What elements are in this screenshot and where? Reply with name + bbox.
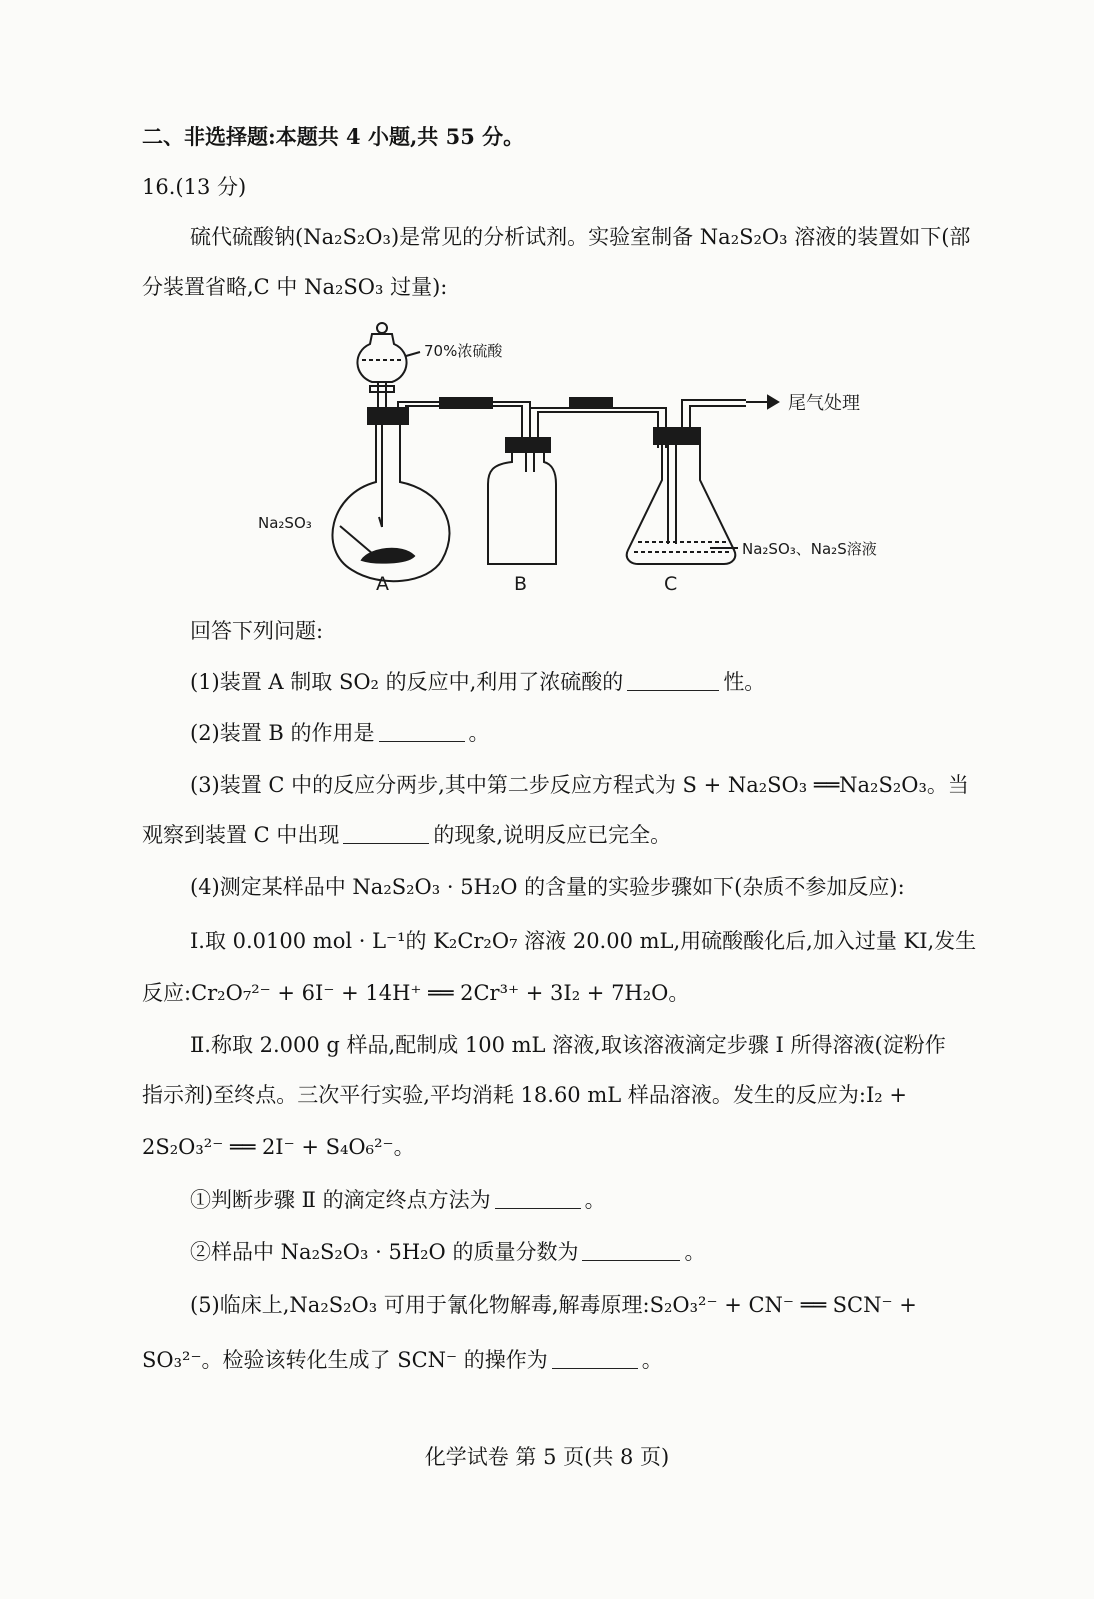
funnel-stopcock <box>370 386 394 392</box>
answer-blank-2[interactable] <box>379 719 465 742</box>
q3-text: 观察到装置 C 中出现 <box>142 823 340 847</box>
q2-suffix: 。 <box>468 721 490 745</box>
label-b: B <box>514 573 528 595</box>
funnel-body <box>357 334 406 382</box>
answer-blank-4-2[interactable] <box>582 1238 680 1261</box>
stopper-a <box>368 408 408 424</box>
question-intro-line-1: 硫代硫酸钠(Na₂S₂O₃)是常见的分析试剂。实验室制备 Na₂S₂O₃ 溶液的装置如下(部 <box>190 225 971 249</box>
step-2-line-1: Ⅱ.称取 2.000 g 样品,配制成 100 mL 溶液,取该溶液滴定步骤 Ⅰ 所得溶液(淀粉作 <box>190 1033 946 1057</box>
sub-question-4-intro: (4)测定某样品中 Na₂S₂O₃ · 5H₂O 的含量的实验步骤如下(杂质不参加反应): <box>190 875 905 899</box>
bottle-b <box>488 452 556 564</box>
q3-suffix: 的现象,说明反应已完全。 <box>433 823 672 847</box>
sub-question-4-1 <box>190 1185 1022 1215</box>
label-a: A <box>376 573 389 595</box>
step-1-line-1: Ⅰ.取 0.0100 mol · L⁻¹的 K₂Cr₂O₇ 溶液 20.00 mL,用硫酸酸化后,加入过量 KI,发生 <box>190 929 977 953</box>
q5-suffix: 。 <box>641 1348 663 1372</box>
label-acid: 70%浓硫酸 <box>424 342 503 360</box>
flask-c <box>627 444 736 564</box>
answer-blank-5[interactable] <box>552 1346 638 1369</box>
q4-1-suffix: 。 <box>584 1188 606 1212</box>
answer-blank-4-1[interactable] <box>495 1186 581 1209</box>
answer-blank-3[interactable] <box>343 821 429 844</box>
sub-question-4-2 <box>190 1237 1022 1267</box>
q4-2-suffix: 。 <box>684 1240 706 1264</box>
stopper-c <box>654 428 700 444</box>
q4-2-text: ②样品中 Na₂S₂O₃ · 5H₂O 的质量分数为 <box>190 1240 579 1264</box>
funnel-stopper <box>377 323 387 333</box>
label-solution-c: Na₂SO₃、Na₂S溶液 <box>742 540 877 558</box>
q2-text: (2)装置 B 的作用是 <box>190 721 375 745</box>
label-tail-gas: 尾气处理 <box>788 393 860 414</box>
answer-blank-1[interactable] <box>627 668 719 691</box>
step-2-line-2: 指示剂)至终点。三次平行实验,平均消耗 18.60 mL 样品溶液。发生的反应为:I₂ + <box>142 1083 907 1107</box>
label-reagent-a: Na₂SO₃ <box>258 514 312 532</box>
rubber-connector-1 <box>440 398 492 408</box>
sub-question-3-line-1: (3)装置 C 中的反应分两步,其中第二步反应方程式为 S + Na₂SO₃ ══Na₂S₂O₃。当 <box>190 773 969 797</box>
label-c: C <box>664 573 678 595</box>
sub-question-1 <box>190 667 1022 697</box>
sub-question-5-line-2 <box>142 1345 1022 1375</box>
step-2-line-3: 2S₂O₃²⁻ ══ 2I⁻ + S₄O₆²⁻。 <box>142 1135 415 1159</box>
sub-question-3-line-2 <box>142 820 1022 850</box>
q5-text: SO₃²⁻。检验该转化生成了 SCN⁻ 的操作为 <box>142 1348 548 1372</box>
question-intro-line-2: 分装置省略,C 中 Na₂SO₃ 过量): <box>142 275 448 299</box>
stopper-b <box>506 438 550 452</box>
sub-question-2 <box>190 718 1022 748</box>
apparatus-diagram <box>230 312 920 602</box>
sub-question-5-line-1: (5)临床上,Na₂S₂O₃ 可用于氰化物解毒,解毒原理:S₂O₃²⁻ + CN⁻ ══ SCN⁻ + <box>190 1293 917 1317</box>
q1-suffix: 性。 <box>723 670 766 694</box>
question-number: 16.(13 分) <box>142 175 247 199</box>
q1-text: (1)装置 A 制取 SO₂ 的反应中,利用了浓硫酸的 <box>190 670 624 694</box>
prompt: 回答下列问题: <box>190 619 324 643</box>
rubber-connector-2 <box>570 398 612 408</box>
q4-1-text: ①判断步骤 Ⅱ 的滴定终点方法为 <box>190 1188 491 1212</box>
section-title: 二、非选择题:本题共 4 小题,共 55 分。 <box>142 124 525 149</box>
step-1-line-2: 反应:Cr₂O₇²⁻ + 6I⁻ + 14H⁺ ══ 2Cr³⁺ + 3I₂ + 7H₂O。 <box>142 981 690 1005</box>
page-footer: 化学试卷 第 5 页(共 8 页) <box>424 1445 670 1469</box>
